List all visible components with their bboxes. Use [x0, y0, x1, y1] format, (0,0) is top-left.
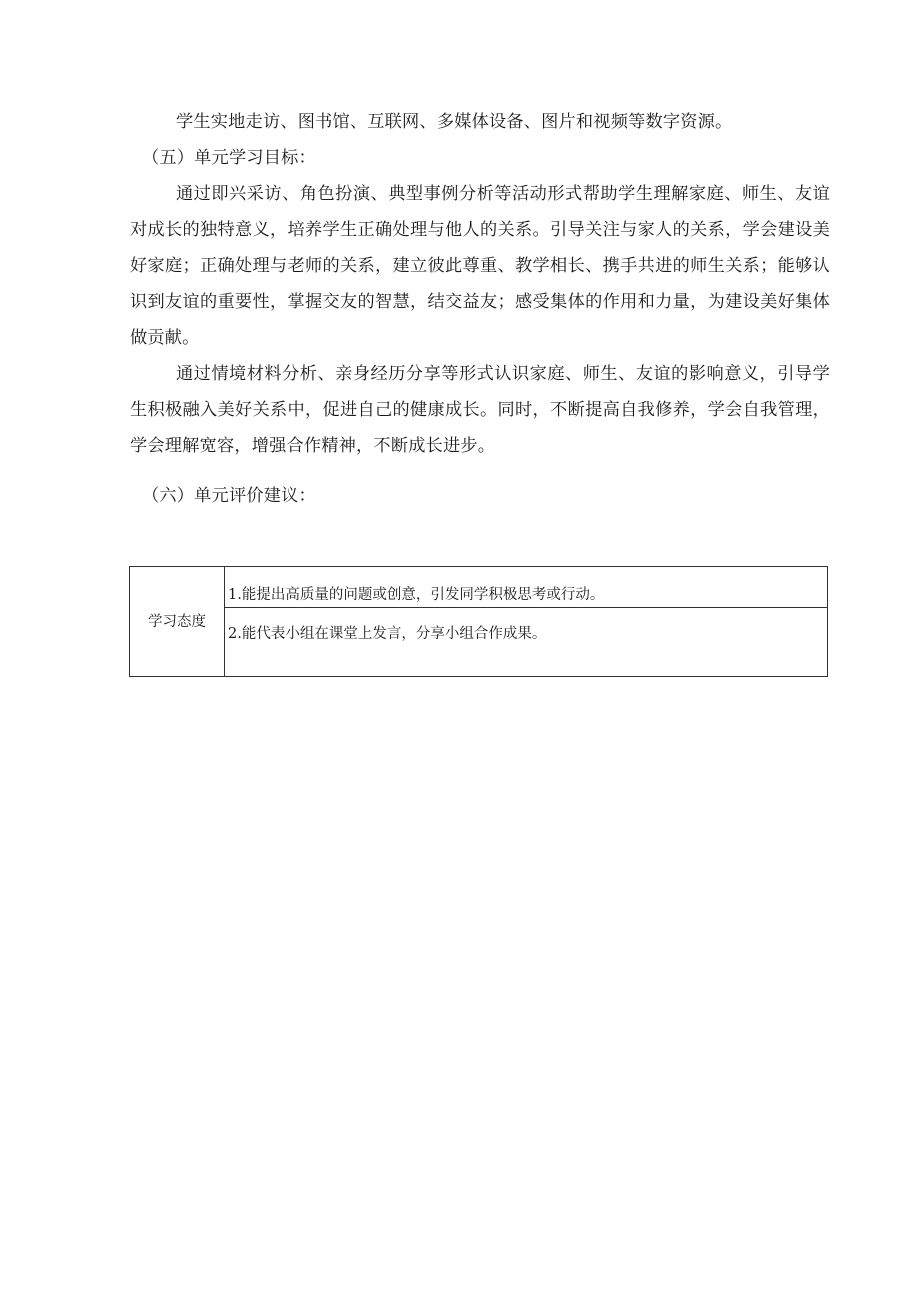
- section-5-heading: （五）单元学习目标：: [142, 148, 316, 168]
- evaluation-table: [129, 566, 828, 677]
- section-6-heading: （六）单元评价建议：: [142, 486, 316, 506]
- evaluation-category-cell: 学习态度: [130, 567, 225, 677]
- table-row: [130, 607, 828, 676]
- section-5-paragraph-1: 通过即兴采访、角色扮演、典型事例分析等活动形式帮助学生理解家庭、师生、友谊对成长的独特意义，培养学生正确处理与他人的关系。引导关注与家人的关系，学会建设美好家庭；正确处理与老师的关系，建立彼此尊重、教学相长、携手共进的师生关系；能够认识到友谊的重要性，掌握交友的智慧，结交益友；感受集体的作用和力量，为建设美好集体做贡献。: [130, 184, 830, 348]
- section-5-paragraph-2: 通过情境材料分析、亲身经历分享等形式认识家庭、师生、友谊的影响意义，引导学生积极融入美好关系中，促进自己的健康成长。同时，不断提高自我修养，学会自我管理，学会理解宽容，增强合作精神，不断成长进步。: [130, 364, 830, 456]
- intro-continuation-paragraph: 学生实地走访、图书馆、互联网、多媒体设备、图片和视频等数字资源。: [176, 112, 733, 132]
- evaluation-item-2: 2.能代表小组在课堂上发言，分享小组合作成果。: [225, 607, 828, 676]
- table-row: [130, 567, 828, 608]
- evaluation-item-1: 1.能提出高质量的问题或创意，引发同学积极思考或行动。: [225, 567, 828, 608]
